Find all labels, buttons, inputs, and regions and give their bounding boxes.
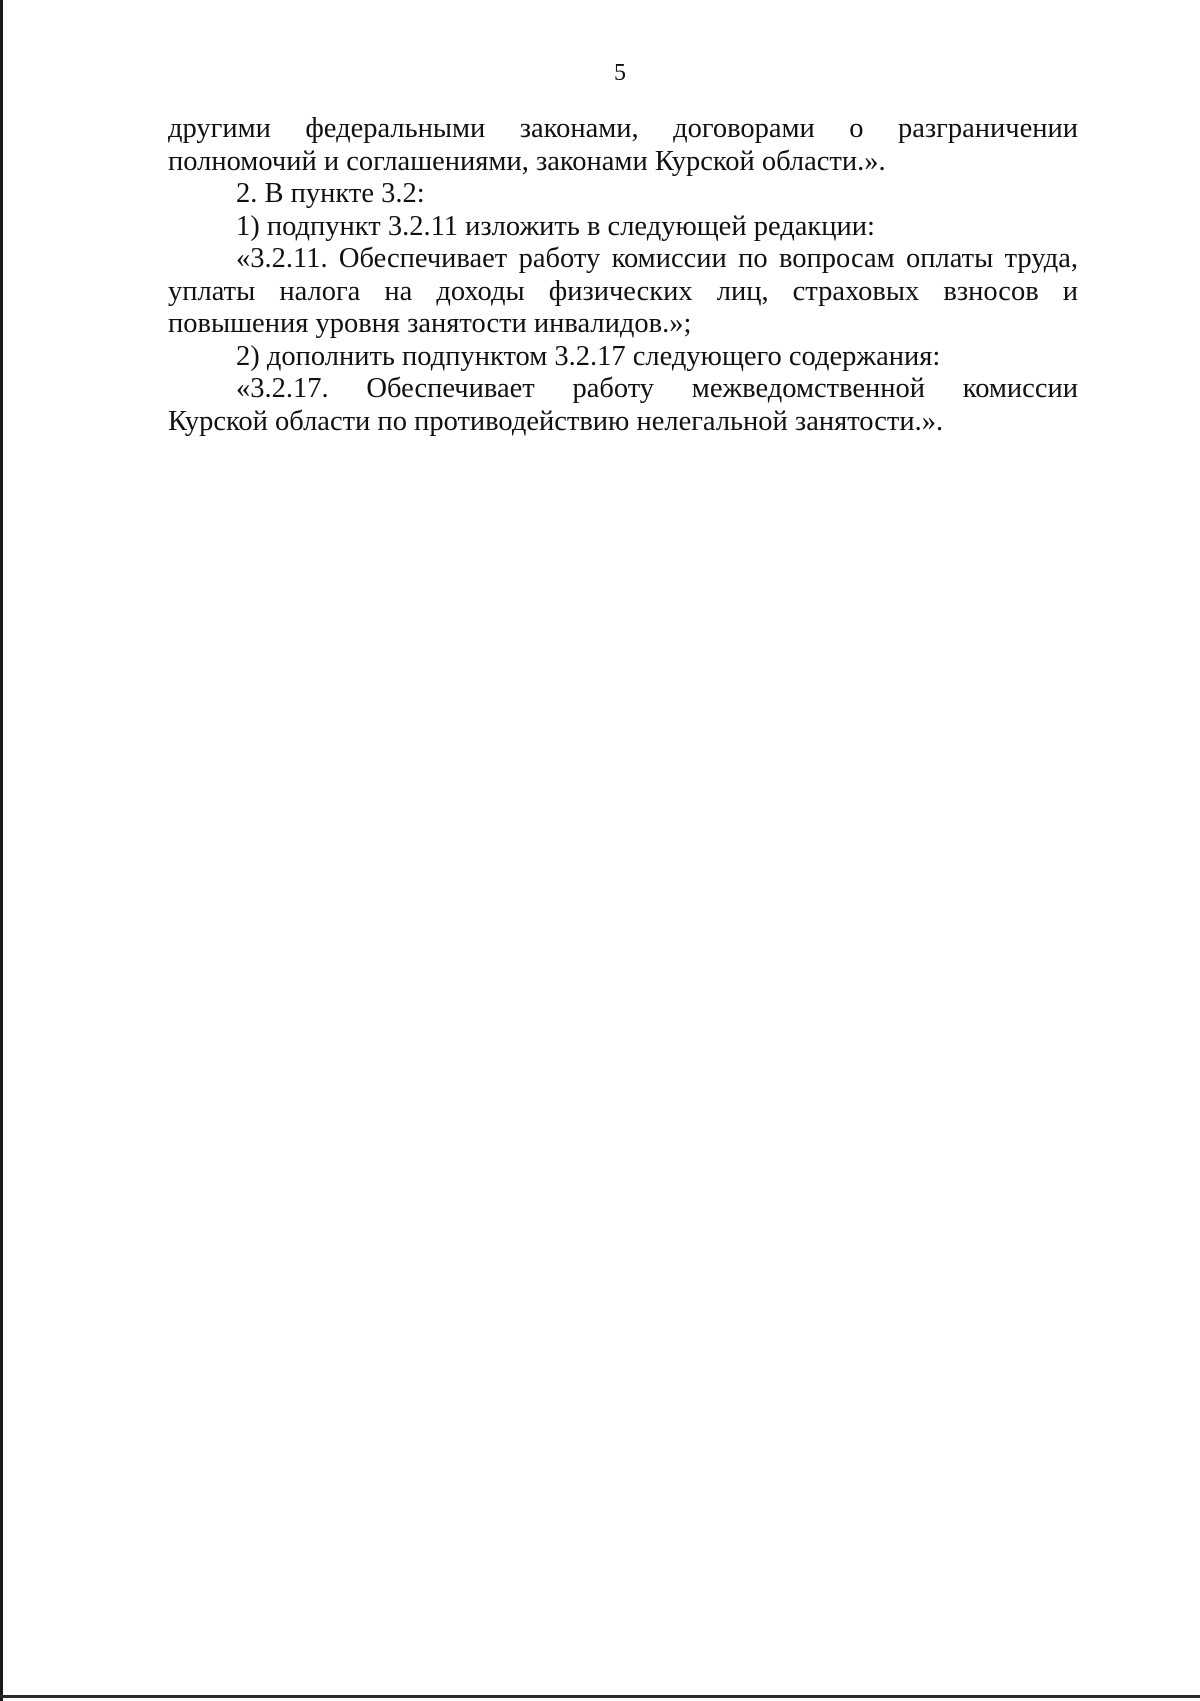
text-line: полномочий и соглашениями, законами Курской области.».: [168, 145, 886, 177]
text-line: Курской области по противодействию нелегальной занятости.».: [168, 405, 944, 437]
page-number: 5: [614, 60, 626, 86]
text-line: другими федеральными законами, договорами о разграничении: [168, 113, 1078, 144]
text-line: 1) подпункт 3.2.11 изложить в следующей редакции:: [236, 210, 875, 242]
text-line: повышения уровня занятости инвалидов.»;: [168, 308, 692, 339]
document-body: [168, 113, 1078, 438]
paragraph-subitem-1: [168, 211, 1078, 244]
scan-edge-left: [0, 0, 3, 1701]
text-line: «3.2.17. Обеспечивает работу межведомственной комиссии: [236, 373, 1078, 404]
text-line: уплаты налога на доходы физических лиц, страховых взносов и: [168, 275, 1078, 307]
text-line: 2. В пункте 3.2:: [236, 178, 425, 209]
text-line: «3.2.11. Обеспечивает работу комиссии по вопросам оплаты труда,: [236, 243, 1078, 274]
text-line: 2) дополнить подпунктом 3.2.17 следующего содержания:: [236, 340, 941, 372]
paragraph-quote-3-2-11: [168, 243, 1078, 341]
paragraph-quote-3-2-17: [168, 373, 1078, 438]
paragraph-continuation: [168, 113, 1078, 178]
paragraph-subitem-2: [168, 341, 1078, 374]
scan-edge-bottom: [0, 1695, 1200, 1698]
paragraph-item-2: [168, 178, 1078, 211]
